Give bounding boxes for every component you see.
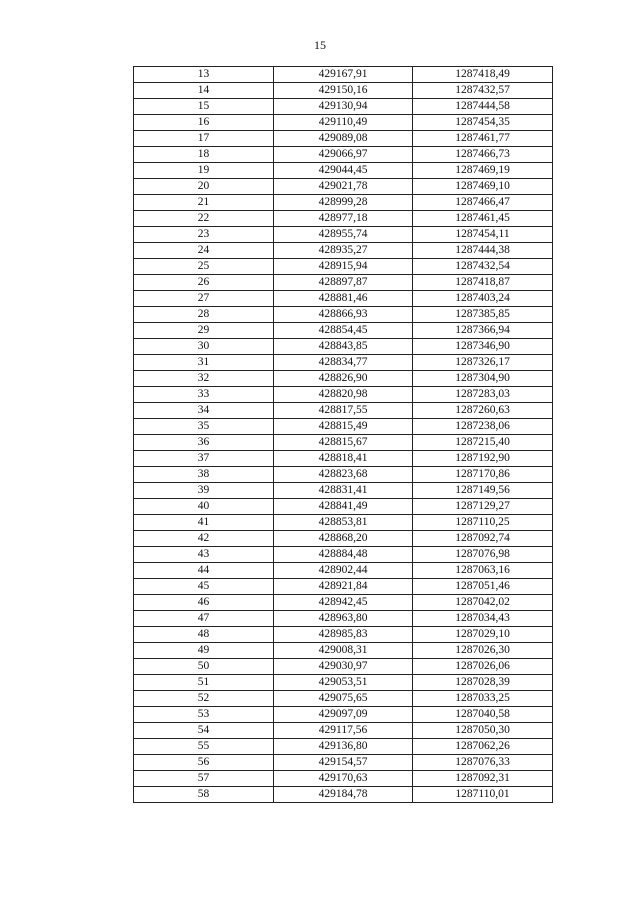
table-row — [134, 387, 553, 403]
y-coordinate-cell: 1287418,87 — [413, 275, 553, 291]
y-coordinate-cell: 1287076,98 — [413, 547, 553, 563]
table-row — [134, 211, 553, 227]
point-number-cell: 13 — [134, 67, 274, 83]
x-coordinate-cell: 428942,45 — [274, 595, 413, 611]
table-row — [134, 275, 553, 291]
table-row — [134, 723, 553, 739]
point-number-cell: 26 — [134, 275, 274, 291]
x-coordinate-cell: 428831,41 — [274, 483, 413, 499]
point-number-cell: 58 — [134, 787, 274, 803]
x-coordinate-cell: 429184,78 — [274, 787, 413, 803]
y-coordinate-cell: 1287418,49 — [413, 67, 553, 83]
point-number-cell: 19 — [134, 163, 274, 179]
y-coordinate-cell: 1287215,40 — [413, 435, 553, 451]
x-coordinate-cell: 428817,55 — [274, 403, 413, 419]
x-coordinate-cell: 428985,83 — [274, 627, 413, 643]
point-number-cell: 37 — [134, 451, 274, 467]
x-coordinate-cell: 429066,97 — [274, 147, 413, 163]
point-number-cell: 36 — [134, 435, 274, 451]
point-number-cell: 25 — [134, 259, 274, 275]
point-number-cell: 47 — [134, 611, 274, 627]
x-coordinate-cell: 429053,51 — [274, 675, 413, 691]
y-coordinate-cell: 1287040,58 — [413, 707, 553, 723]
point-number-cell: 31 — [134, 355, 274, 371]
table-row — [134, 339, 553, 355]
table-row — [134, 691, 553, 707]
y-coordinate-cell: 1287062,26 — [413, 739, 553, 755]
table-row — [134, 147, 553, 163]
y-coordinate-cell: 1287469,19 — [413, 163, 553, 179]
point-number-cell: 45 — [134, 579, 274, 595]
table-row — [134, 499, 553, 515]
table-row — [134, 707, 553, 723]
y-coordinate-cell: 1287042,02 — [413, 595, 553, 611]
table-row — [134, 355, 553, 371]
y-coordinate-cell: 1287238,06 — [413, 419, 553, 435]
table-row — [134, 419, 553, 435]
x-coordinate-cell: 429117,56 — [274, 723, 413, 739]
point-number-cell: 50 — [134, 659, 274, 675]
point-number-cell: 44 — [134, 563, 274, 579]
table-row — [134, 531, 553, 547]
x-coordinate-cell: 428963,80 — [274, 611, 413, 627]
y-coordinate-cell: 1287092,31 — [413, 771, 553, 787]
coordinates-table-body — [134, 67, 553, 803]
x-coordinate-cell: 429044,45 — [274, 163, 413, 179]
table-row — [134, 595, 553, 611]
x-coordinate-cell: 428841,49 — [274, 499, 413, 515]
x-coordinate-cell: 429154,57 — [274, 755, 413, 771]
table-row — [134, 627, 553, 643]
point-number-cell: 49 — [134, 643, 274, 659]
table-row — [134, 259, 553, 275]
point-number-cell: 15 — [134, 99, 274, 115]
table-row — [134, 563, 553, 579]
y-coordinate-cell: 1287129,27 — [413, 499, 553, 515]
point-number-cell: 33 — [134, 387, 274, 403]
table-row — [134, 643, 553, 659]
y-coordinate-cell: 1287050,30 — [413, 723, 553, 739]
x-coordinate-cell: 429089,08 — [274, 131, 413, 147]
x-coordinate-cell: 428834,77 — [274, 355, 413, 371]
y-coordinate-cell: 1287149,56 — [413, 483, 553, 499]
y-coordinate-cell: 1287444,38 — [413, 243, 553, 259]
point-number-cell: 23 — [134, 227, 274, 243]
x-coordinate-cell: 428915,94 — [274, 259, 413, 275]
y-coordinate-cell: 1287366,94 — [413, 323, 553, 339]
table-row — [134, 515, 553, 531]
y-coordinate-cell: 1287260,63 — [413, 403, 553, 419]
x-coordinate-cell: 428881,46 — [274, 291, 413, 307]
x-coordinate-cell: 429110,49 — [274, 115, 413, 131]
table-row — [134, 99, 553, 115]
x-coordinate-cell: 429130,94 — [274, 99, 413, 115]
y-coordinate-cell: 1287454,11 — [413, 227, 553, 243]
y-coordinate-cell: 1287432,54 — [413, 259, 553, 275]
table-row — [134, 291, 553, 307]
point-number-cell: 21 — [134, 195, 274, 211]
x-coordinate-cell: 428815,67 — [274, 435, 413, 451]
y-coordinate-cell: 1287466,47 — [413, 195, 553, 211]
point-number-cell: 56 — [134, 755, 274, 771]
point-number-cell: 17 — [134, 131, 274, 147]
coordinates-table — [133, 66, 553, 803]
point-number-cell: 53 — [134, 707, 274, 723]
point-number-cell: 48 — [134, 627, 274, 643]
point-number-cell: 51 — [134, 675, 274, 691]
point-number-cell: 14 — [134, 83, 274, 99]
y-coordinate-cell: 1287444,58 — [413, 99, 553, 115]
x-coordinate-cell: 428866,93 — [274, 307, 413, 323]
table-row — [134, 323, 553, 339]
x-coordinate-cell: 429136,80 — [274, 739, 413, 755]
table-row — [134, 483, 553, 499]
table-row — [134, 371, 553, 387]
x-coordinate-cell: 429008,31 — [274, 643, 413, 659]
y-coordinate-cell: 1287304,90 — [413, 371, 553, 387]
point-number-cell: 52 — [134, 691, 274, 707]
point-number-cell: 29 — [134, 323, 274, 339]
y-coordinate-cell: 1287051,46 — [413, 579, 553, 595]
table-row — [134, 755, 553, 771]
point-number-cell: 18 — [134, 147, 274, 163]
point-number-cell: 54 — [134, 723, 274, 739]
y-coordinate-cell: 1287461,45 — [413, 211, 553, 227]
table-row — [134, 787, 553, 803]
x-coordinate-cell: 428823,68 — [274, 467, 413, 483]
y-coordinate-cell: 1287026,30 — [413, 643, 553, 659]
y-coordinate-cell: 1287326,17 — [413, 355, 553, 371]
table-row — [134, 67, 553, 83]
table-row — [134, 195, 553, 211]
x-coordinate-cell: 428921,84 — [274, 579, 413, 595]
table-row — [134, 451, 553, 467]
point-number-cell: 30 — [134, 339, 274, 355]
point-number-cell: 46 — [134, 595, 274, 611]
x-coordinate-cell: 428999,28 — [274, 195, 413, 211]
page-number: 15 — [314, 38, 326, 52]
table-row — [134, 547, 553, 563]
y-coordinate-cell: 1287029,10 — [413, 627, 553, 643]
y-coordinate-cell: 1287346,90 — [413, 339, 553, 355]
y-coordinate-cell: 1287466,73 — [413, 147, 553, 163]
table-row — [134, 307, 553, 323]
point-number-cell: 35 — [134, 419, 274, 435]
x-coordinate-cell: 428902,44 — [274, 563, 413, 579]
x-coordinate-cell: 428815,49 — [274, 419, 413, 435]
x-coordinate-cell: 429097,09 — [274, 707, 413, 723]
y-coordinate-cell: 1287385,85 — [413, 307, 553, 323]
y-coordinate-cell: 1287469,10 — [413, 179, 553, 195]
y-coordinate-cell: 1287026,06 — [413, 659, 553, 675]
y-coordinate-cell: 1287403,24 — [413, 291, 553, 307]
x-coordinate-cell: 428884,48 — [274, 547, 413, 563]
x-coordinate-cell: 429167,91 — [274, 67, 413, 83]
point-number-cell: 41 — [134, 515, 274, 531]
y-coordinate-cell: 1287076,33 — [413, 755, 553, 771]
point-number-cell: 34 — [134, 403, 274, 419]
point-number-cell: 20 — [134, 179, 274, 195]
table-row — [134, 739, 553, 755]
y-coordinate-cell: 1287063,16 — [413, 563, 553, 579]
point-number-cell: 39 — [134, 483, 274, 499]
x-coordinate-cell: 428818,41 — [274, 451, 413, 467]
point-number-cell: 42 — [134, 531, 274, 547]
point-number-cell: 57 — [134, 771, 274, 787]
y-coordinate-cell: 1287033,25 — [413, 691, 553, 707]
y-coordinate-cell: 1287092,74 — [413, 531, 553, 547]
table-row — [134, 163, 553, 179]
x-coordinate-cell: 428868,20 — [274, 531, 413, 547]
y-coordinate-cell: 1287461,77 — [413, 131, 553, 147]
x-coordinate-cell: 429170,63 — [274, 771, 413, 787]
table-row — [134, 403, 553, 419]
table-row — [134, 179, 553, 195]
x-coordinate-cell: 428897,87 — [274, 275, 413, 291]
table-row — [134, 611, 553, 627]
table-row — [134, 675, 553, 691]
x-coordinate-cell: 429150,16 — [274, 83, 413, 99]
table-row — [134, 579, 553, 595]
point-number-cell: 22 — [134, 211, 274, 227]
point-number-cell: 24 — [134, 243, 274, 259]
y-coordinate-cell: 1287028,39 — [413, 675, 553, 691]
table-row — [134, 227, 553, 243]
x-coordinate-cell: 428955,74 — [274, 227, 413, 243]
x-coordinate-cell: 429075,65 — [274, 691, 413, 707]
x-coordinate-cell: 428820,98 — [274, 387, 413, 403]
x-coordinate-cell: 428854,45 — [274, 323, 413, 339]
table-row — [134, 243, 553, 259]
table-row — [134, 467, 553, 483]
y-coordinate-cell: 1287192,90 — [413, 451, 553, 467]
y-coordinate-cell: 1287034,43 — [413, 611, 553, 627]
point-number-cell: 28 — [134, 307, 274, 323]
point-number-cell: 27 — [134, 291, 274, 307]
point-number-cell: 16 — [134, 115, 274, 131]
point-number-cell: 55 — [134, 739, 274, 755]
table-row — [134, 115, 553, 131]
point-number-cell: 32 — [134, 371, 274, 387]
y-coordinate-cell: 1287110,01 — [413, 787, 553, 803]
table-row — [134, 771, 553, 787]
x-coordinate-cell: 428843,85 — [274, 339, 413, 355]
y-coordinate-cell: 1287110,25 — [413, 515, 553, 531]
table-row — [134, 435, 553, 451]
point-number-cell: 43 — [134, 547, 274, 563]
x-coordinate-cell: 428977,18 — [274, 211, 413, 227]
table-row — [134, 659, 553, 675]
x-coordinate-cell: 429021,78 — [274, 179, 413, 195]
x-coordinate-cell: 428935,27 — [274, 243, 413, 259]
x-coordinate-cell: 428853,81 — [274, 515, 413, 531]
y-coordinate-cell: 1287283,03 — [413, 387, 553, 403]
y-coordinate-cell: 1287454,35 — [413, 115, 553, 131]
point-number-cell: 38 — [134, 467, 274, 483]
point-number-cell: 40 — [134, 499, 274, 515]
table-row — [134, 83, 553, 99]
x-coordinate-cell: 428826,90 — [274, 371, 413, 387]
table-row — [134, 131, 553, 147]
y-coordinate-cell: 1287432,57 — [413, 83, 553, 99]
x-coordinate-cell: 429030,97 — [274, 659, 413, 675]
y-coordinate-cell: 1287170,86 — [413, 467, 553, 483]
